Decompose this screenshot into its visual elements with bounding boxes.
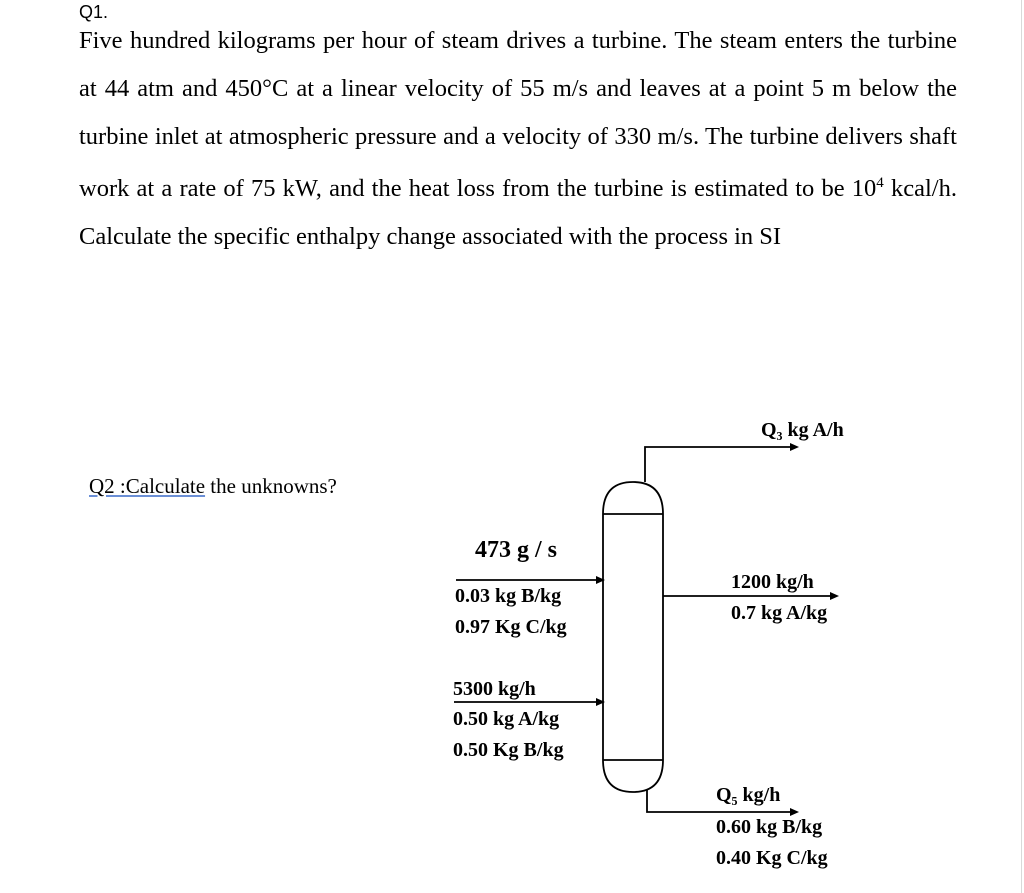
bottom-outlet-composition-c: 0.40 Kg C/kg bbox=[716, 847, 828, 869]
feed-2-composition-b: 0.50 Kg B/kg bbox=[453, 739, 564, 761]
question-1-label: Q1. bbox=[79, 2, 109, 22]
top-outlet-arrowhead bbox=[790, 443, 799, 451]
column-vessel bbox=[603, 482, 663, 792]
side-outlet-composition-a: 0.7 kg A/kg bbox=[731, 602, 828, 624]
feed-2-composition-a: 0.50 kg A/kg bbox=[453, 708, 560, 730]
feed-1-composition-b: 0.03 kg B/kg bbox=[455, 585, 562, 607]
top-outlet-label: Q₃ kg A/h bbox=[761, 419, 844, 441]
side-outlet-arrowhead bbox=[830, 592, 839, 600]
feed-2-rate-label: 5300 kg/h bbox=[453, 678, 536, 700]
side-outlet-rate-label: 1200 kg/h bbox=[731, 571, 814, 593]
feed-1-composition-c: 0.97 Kg C/kg bbox=[455, 616, 567, 638]
feed-1-rate-label: 473 g / s bbox=[475, 537, 558, 563]
bottom-outlet-composition-b: 0.60 kg B/kg bbox=[716, 816, 823, 838]
question-2-label-link[interactable]: Q2 :Calculate bbox=[89, 474, 206, 498]
bottom-outlet-arrowhead bbox=[790, 808, 799, 816]
question-1-text-part-1: Five hundred kilograms per hour of steam drives a turbine. The steam enters the turbine at 44 atm and 450°C at a linear velocity of 55 m/s and leaves at a point 5 m below the turbine inlet at atmospheric pressure and a velocity of 330 m/s. The turbine delivers shaft work at a rate of 75 kW, and the heat loss from the turbine is estimated to be 10 bbox=[79, 27, 957, 203]
question-1-superscript: 4 bbox=[876, 175, 884, 192]
bottom-outlet-rate-label: Q₅ kg/h bbox=[716, 784, 781, 806]
question-2-label-rest: the unknowns? bbox=[205, 474, 337, 498]
question-1-text-part-2: kcal/h. Calculate the specific enthalpy change associated with the process in SI bbox=[79, 175, 957, 251]
top-outlet-stream-line bbox=[645, 447, 790, 482]
